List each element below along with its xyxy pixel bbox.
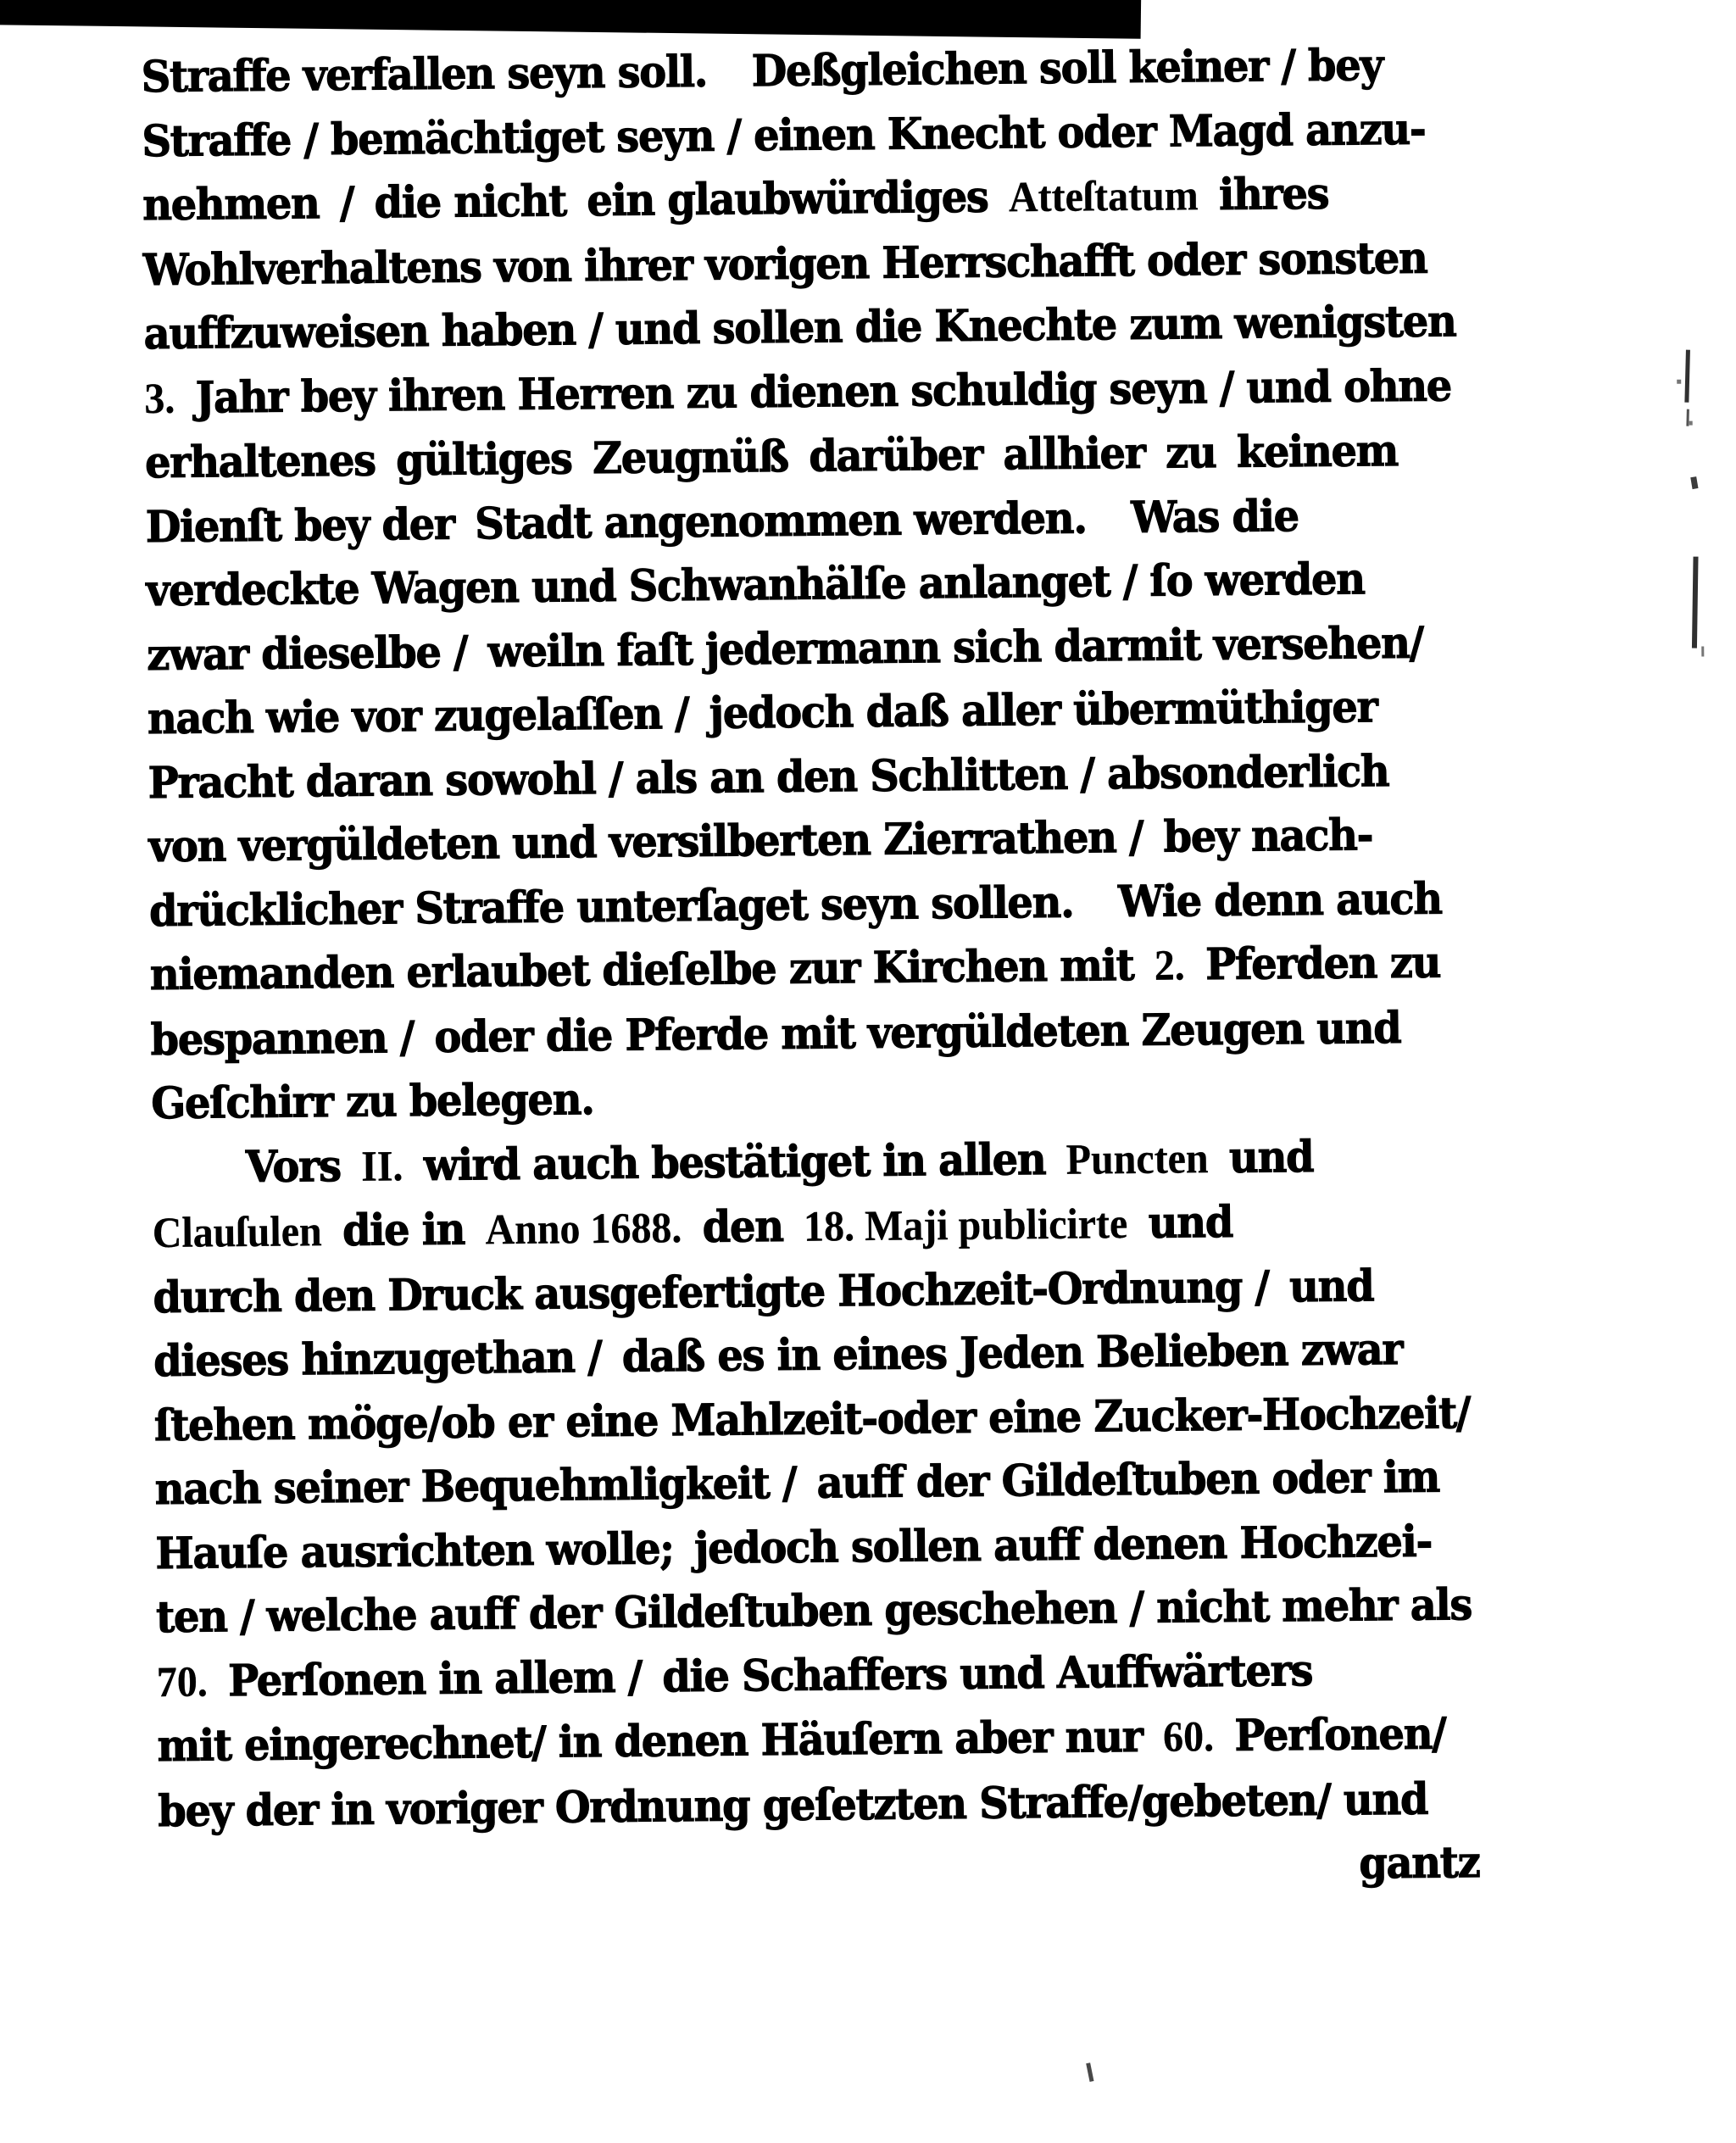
fraktur-run: ten / welche auff der Gildeſtuben geschehen / nicht mehr als bbox=[155, 1579, 1472, 1644]
scan-artefact-mark bbox=[1690, 476, 1698, 489]
fraktur-run: auff der Gildeſtuben oder im bbox=[816, 1451, 1440, 1509]
catchword bbox=[159, 1831, 1491, 1908]
antiqua-run: Atteſtatum bbox=[1008, 172, 1199, 222]
scan-artefact-speck bbox=[1677, 380, 1681, 384]
fraktur-run: durch den Druck ausgefertigte Hochzeit‐Ordnung / bbox=[153, 1261, 1269, 1323]
fraktur-run: bey der in voriger Ordnung geſetzten Straffe/gebeten/ und bbox=[158, 1773, 1428, 1837]
fraktur-run: zwar dieselbe / bbox=[146, 626, 468, 681]
fraktur-run: oder die Pferde mit vergüldeten Zeugen und bbox=[434, 1002, 1401, 1063]
fraktur-run: und bbox=[1148, 1196, 1233, 1249]
fraktur-run: Pferden zu bbox=[1205, 937, 1441, 991]
antiqua-run: 60. bbox=[1162, 1713, 1215, 1762]
fraktur-run: wird auch bestätiget in allen bbox=[423, 1133, 1046, 1191]
fraktur-run: nehmen bbox=[142, 178, 320, 231]
scan-artefact-speck bbox=[1689, 421, 1693, 426]
fraktur-run: dieses hinzugethan / bbox=[153, 1332, 602, 1388]
fraktur-run: und bbox=[1228, 1131, 1314, 1183]
fraktur-run: Perſonen/ bbox=[1234, 1708, 1446, 1762]
fraktur-run: zu bbox=[1165, 427, 1216, 479]
antiqua-run: 3. bbox=[144, 375, 175, 423]
page-edge-shadow bbox=[0, 0, 1142, 39]
fraktur-run: Straffe verfallen seyn soll. bbox=[141, 46, 708, 103]
fraktur-run: Was die bbox=[1131, 490, 1299, 543]
scan-artefact-speck bbox=[1701, 647, 1704, 657]
document-text-block bbox=[141, 32, 1576, 1907]
scan-artefact-mark bbox=[1692, 557, 1699, 648]
fraktur-run: von vergüldeten und versilberten Zierrathen / bbox=[148, 811, 1143, 873]
fraktur-run: die nicht bbox=[374, 175, 567, 229]
fraktur-run: den bbox=[702, 1200, 783, 1253]
fraktur-run: erhaltenes bbox=[144, 435, 376, 489]
fraktur-run: bespannen / bbox=[150, 1011, 415, 1066]
fraktur-run: Wohlverhaltens von ihrer vorigen Herrschafft oder sonsten bbox=[142, 232, 1427, 296]
fraktur-run: Dienſt bey der bbox=[145, 498, 455, 553]
fraktur-run: daß es in eines Jeden Belieben zwar bbox=[621, 1323, 1403, 1383]
fraktur-run: ein glaubwürdiges bbox=[587, 171, 988, 227]
fraktur-run: und bbox=[1288, 1260, 1374, 1312]
fraktur-run: verdeckte Wagen und Schwanhälſe anlanget / ſo werden bbox=[146, 554, 1366, 617]
antiqua-run: 70. bbox=[156, 1658, 209, 1706]
catchword-text: gantz bbox=[1358, 1837, 1480, 1890]
fraktur-run: Stadt angenommen werden. bbox=[474, 492, 1087, 549]
fraktur-run: nach seiner Bequehmligkeit / bbox=[154, 1457, 797, 1516]
fraktur-run: Deßgleichen soll keiner / bey bbox=[751, 40, 1383, 97]
fraktur-run: darüber bbox=[809, 429, 983, 482]
antiqua-run: II. bbox=[360, 1142, 403, 1191]
fraktur-run: Geſchirr zu belegen. bbox=[151, 1074, 594, 1130]
fraktur-run: Hauſe ausrichten wolle; bbox=[155, 1522, 674, 1579]
fraktur-run: Perſonen in allem / bbox=[227, 1651, 643, 1706]
antiqua-run: 2. bbox=[1154, 942, 1186, 990]
fraktur-run: niemanden erlaubet dieſelbe zur Kirchen mit bbox=[149, 939, 1134, 1001]
scan-artefact-mark bbox=[1086, 2062, 1093, 2082]
fraktur-run: Vors bbox=[245, 1140, 342, 1193]
antiqua-run: Anno 1688. bbox=[485, 1205, 682, 1255]
fraktur-run: keinem bbox=[1236, 425, 1399, 478]
fraktur-run: Wie denn auch bbox=[1117, 872, 1443, 927]
fraktur-run: jedoch daß aller übermüthiger bbox=[709, 682, 1377, 739]
fraktur-run: weiln faſt jedermann sich darmit versehen/ bbox=[487, 617, 1424, 677]
fraktur-run: nach wie vor zugelaſſen / bbox=[147, 688, 689, 745]
antiqua-run: 18. Maji publicirte bbox=[803, 1200, 1128, 1251]
fraktur-run: ihres bbox=[1218, 168, 1329, 220]
fraktur-run: Pracht daran sowohl / als an den Schlitten / absonderlich bbox=[147, 745, 1389, 809]
fraktur-run: allhier bbox=[1003, 427, 1145, 481]
fraktur-run: gültiges bbox=[395, 433, 572, 487]
fraktur-run: bey nach‐ bbox=[1163, 810, 1373, 863]
fraktur-run: drücklicher Straffe unterſaget seyn sollen. bbox=[148, 877, 1074, 937]
inter-word-gap bbox=[1074, 916, 1119, 917]
fraktur-run: Straffe / bemächtiget seyn / einen Knecht oder Magd anzu‐ bbox=[142, 103, 1426, 167]
fraktur-run: / bbox=[339, 177, 354, 229]
fraktur-run: Zeugnüß bbox=[592, 431, 789, 485]
fraktur-run: Jahr bey ihren Herren zu dienen schuldig seyn / und ohne bbox=[195, 359, 1452, 424]
antiqua-run: Puncten bbox=[1066, 1134, 1209, 1184]
fraktur-run: jedoch sollen auff denen Hochzei‐ bbox=[693, 1516, 1433, 1574]
antiqua-run: Clauſulen bbox=[152, 1208, 322, 1258]
fraktur-run: ſtehen möge/ob er eine Mahlzeit‐oder eine Zucker‐Hochzeit/ bbox=[153, 1387, 1471, 1451]
scan-artefact-mark bbox=[1684, 350, 1690, 403]
fraktur-run: auffzuweisen haben / und sollen die Knechte zum wenigsten bbox=[143, 296, 1456, 360]
fraktur-run: die in bbox=[342, 1204, 465, 1256]
fraktur-run: mit eingerechnet/ in denen Häuſern aber nur bbox=[157, 1711, 1143, 1773]
fraktur-run: die Schaffers und Auffwärters bbox=[662, 1645, 1313, 1702]
